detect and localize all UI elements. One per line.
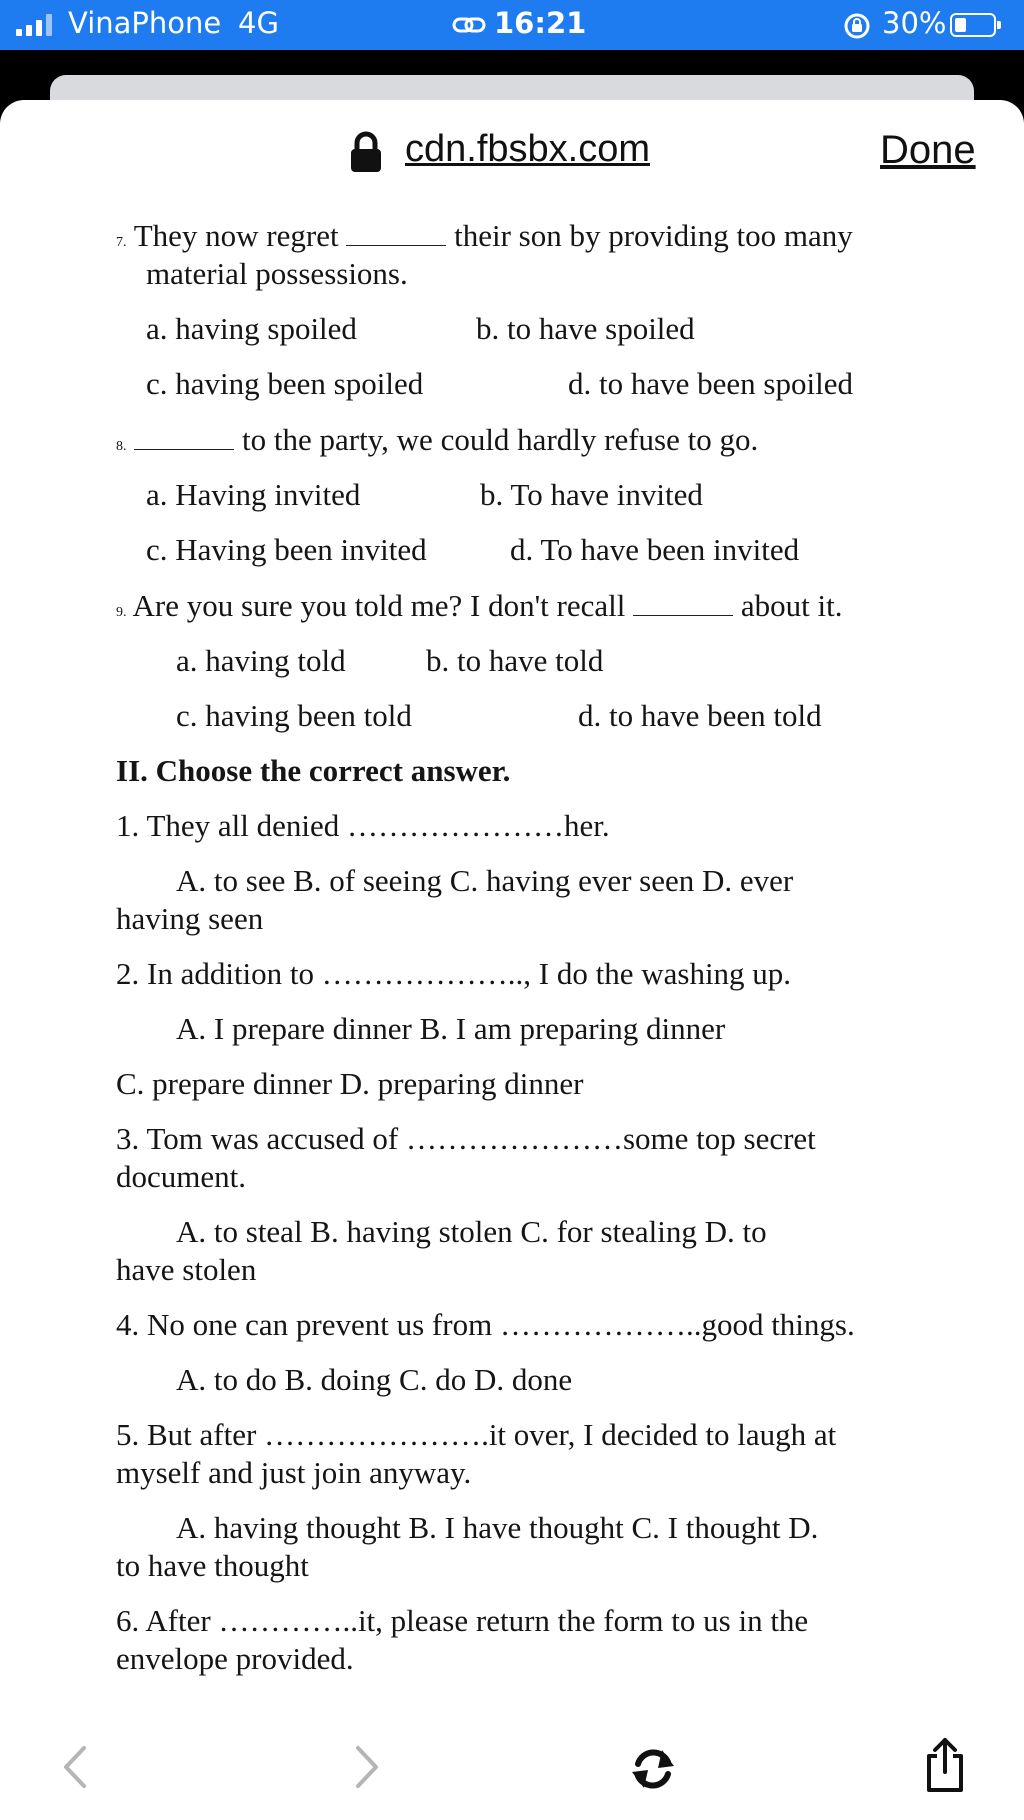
- battery-icon: [950, 13, 996, 37]
- clock: 16:21: [494, 6, 587, 40]
- options-line: A. to do B. doing C. do D. done: [176, 1362, 573, 1397]
- option: b. To have invited: [480, 477, 703, 512]
- question-6-continuation: envelope provided.: [116, 1641, 354, 1676]
- answer-blank: [134, 425, 234, 450]
- question-2: 2. In addition to ……………….., I do the washing up.: [116, 956, 792, 991]
- status-bar: [0, 0, 1024, 50]
- option: d. to have been spoiled: [568, 366, 853, 401]
- options-line: A. having thought B. I have thought C. I thought D.: [176, 1510, 819, 1545]
- options-line: A. to see B. of seeing C. having ever seen D. ever: [176, 863, 794, 898]
- option: a. having told: [176, 643, 346, 678]
- options-continuation: have stolen: [116, 1252, 257, 1287]
- question-7-continuation: material possessions.: [146, 256, 408, 291]
- bottom-toolbar: [0, 1720, 1024, 1820]
- question-3-continuation: document.: [116, 1159, 246, 1194]
- option: d. to have been told: [578, 698, 822, 733]
- battery-fill: [955, 18, 966, 32]
- option: c. Having been invited: [146, 532, 427, 567]
- question-5-continuation: myself and just join anyway.: [116, 1455, 472, 1490]
- share-icon[interactable]: [922, 1736, 968, 1794]
- answer-blank: [346, 221, 446, 246]
- forward-icon[interactable]: [352, 1742, 382, 1792]
- section-heading: II. Choose the correct answer.: [116, 753, 511, 788]
- option: a. Having invited: [146, 477, 361, 512]
- option: c. having been spoiled: [146, 366, 424, 401]
- question-7: 7. They now regret their son by providing too many: [116, 218, 853, 253]
- option: b. to have spoiled: [476, 311, 695, 346]
- question-6: 6. After …………..it, please return the form to us in the: [116, 1603, 809, 1638]
- lock-icon: [348, 130, 384, 174]
- reload-icon[interactable]: [628, 1744, 678, 1794]
- question-1: 1. They all denied …………………her.: [116, 808, 610, 843]
- url-text[interactable]: cdn.fbsbx.com: [405, 128, 650, 170]
- network-type: 4G: [238, 6, 279, 40]
- document-viewer-sheet: [0, 100, 1024, 1820]
- battery-percent: 30%: [882, 6, 947, 40]
- question-3: 3. Tom was accused of …………………some top secret: [116, 1121, 816, 1156]
- option: b. to have told: [426, 643, 604, 678]
- done-button[interactable]: Done: [880, 128, 976, 172]
- answer-blank: [633, 591, 733, 616]
- options-line: A. I prepare dinner B. I am preparing dinner: [176, 1011, 726, 1046]
- signal-icon: [16, 14, 52, 36]
- options-continuation: to have thought: [116, 1548, 309, 1583]
- question-4: 4. No one can prevent us from ………………..good things.: [116, 1307, 855, 1342]
- url-bar: [0, 100, 1024, 210]
- rotation-lock-icon: [843, 12, 871, 40]
- options-line: A. to steal B. having stolen C. for stealing D. to: [176, 1214, 767, 1249]
- option: d. To have been invited: [510, 532, 800, 567]
- options-continuation: having seen: [116, 901, 264, 936]
- question-9: 9. Are you sure you told me? I don't recall about it.: [116, 588, 843, 623]
- back-icon[interactable]: [60, 1742, 90, 1792]
- option: c. having been told: [176, 698, 412, 733]
- question-8: 8. to the party, we could hardly refuse to go.: [116, 422, 759, 457]
- carrier-name: VinaPhone: [68, 6, 222, 40]
- question-5: 5. But after ………………….it over, I decided to laugh at: [116, 1417, 837, 1452]
- options-continuation: C. prepare dinner D. preparing dinner: [116, 1066, 584, 1101]
- option: a. having spoiled: [146, 311, 357, 346]
- hotspot-link-icon: [452, 13, 486, 37]
